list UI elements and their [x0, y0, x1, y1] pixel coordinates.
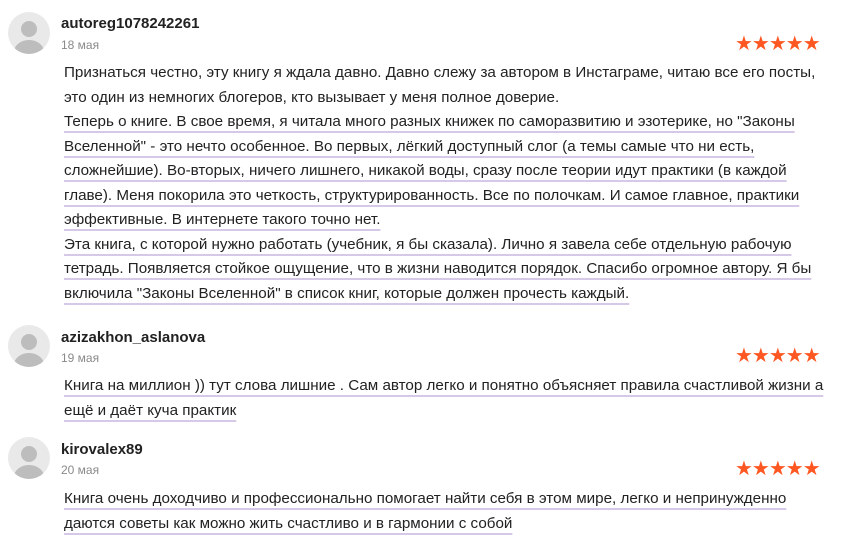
review-paragraph: Книга на миллион )) тут слова лишние . Сам автор легко и понятно объясняет правила счастливой жизни а ещё и даёт куча практик [64, 377, 824, 419]
avatar [8, 437, 50, 479]
avatar-body [14, 40, 44, 54]
rating-stars: ★★★★★ [735, 458, 820, 480]
review-paragraph: Эта книга, с которой нужно работать (учебник, я бы сказала). Лично я завела себе отдельную рабочую тетрадь. Появляется стойкое ощущение, что в жизни наводится порядок. Спасибо огромное автору. Я бы включила "Законы Вселенной" в список книг, которые должен прочесть каждый. [64, 235, 812, 302]
avatar [8, 325, 50, 367]
review-date: 18 мая [61, 38, 100, 52]
avatar-head [21, 21, 37, 37]
avatar-head [21, 334, 37, 350]
rating-stars: ★★★★★ [735, 33, 820, 55]
avatar-body [14, 465, 44, 479]
review-paragraph: Признаться честно, эту книгу я ждала давно. Давно слежу за автором в Инстаграме, читаю все его посты, это один из немногих блогеров, кто вызывает у меня полное доверие. [64, 64, 816, 106]
review-username[interactable]: autoreg1078242261 [61, 15, 200, 32]
avatar [8, 12, 50, 54]
review-username[interactable]: kirovalex89 [61, 441, 143, 458]
review-paragraph: Теперь о книге. В свое время, я читала много разных книжек по саморазвитию и эзотерике, но "Законы Вселенной" - это нечто особенное. Во первых, лёгкий доступный слог (а темы самые что ни есть, сложнейшие). Во-вторых, ничего лишнего, никакой воды, сразу после теории идут практики (в каждой главе). Меня покорила это четкость, структурированность. Все по полочкам. И самое главное, практики эффективные. В интернете такого точно нет. [64, 113, 800, 228]
review-text [64, 61, 834, 306]
review-text [64, 487, 834, 536]
review-date: 19 мая [61, 351, 100, 365]
review-text [64, 374, 834, 423]
review-date: 20 мая [61, 463, 100, 477]
review-username[interactable]: azizakhon_aslanova [61, 329, 206, 346]
avatar-head [21, 446, 37, 462]
rating-stars: ★★★★★ [735, 345, 820, 367]
review-paragraph: Книга очень доходчиво и профессионально помогает найти себя в этом мире, легко и непринужденно даются советы как можно жить счастливо и в гармонии с собой [64, 490, 787, 532]
avatar-body [14, 353, 44, 367]
